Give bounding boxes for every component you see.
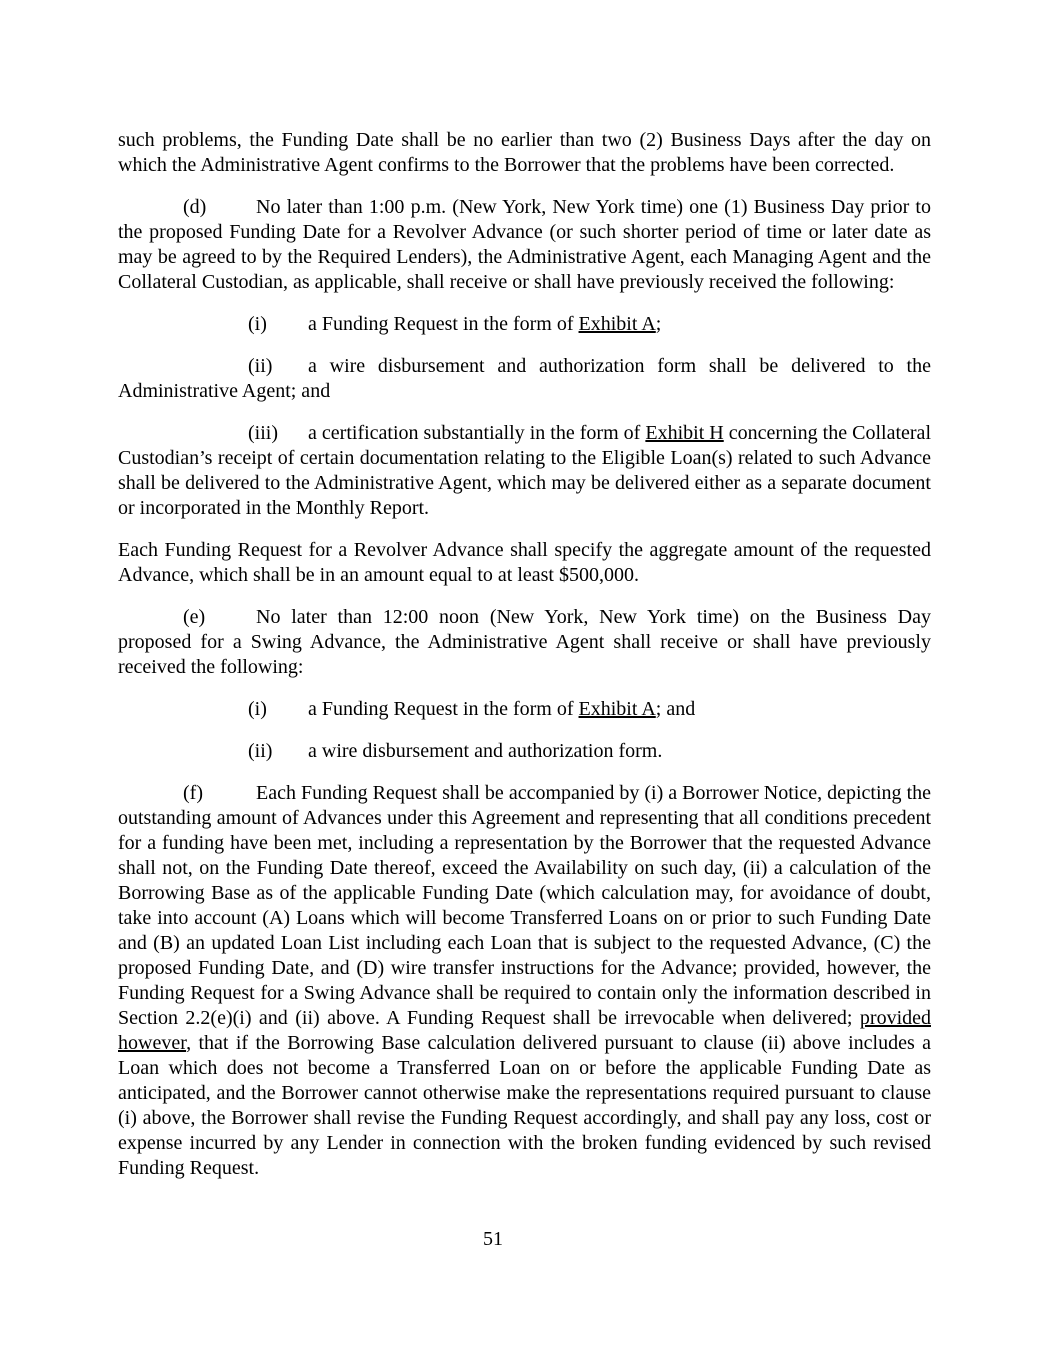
underlined-reference: however <box>118 1032 187 1054</box>
paragraph-marker: (i) <box>248 313 267 335</box>
underlined-reference: Exhibit A <box>578 698 656 720</box>
paragraph-marker: (d) <box>183 196 207 218</box>
text-segment: Each Funding Request for a Revolver Advance shall specify the aggregate amount of the requested Advance, which shall be in an amount equal to at least $500,000. <box>118 539 931 586</box>
text-segment: a Funding Request in the form of <box>308 698 579 720</box>
underlined-reference: Exhibit A <box>578 313 656 335</box>
paragraph-f <box>118 781 931 1181</box>
paragraph-e-i <box>118 697 931 722</box>
text-segment: No later than 12:00 noon (New York, New York time) on the Business Day proposed for a Swing Advance, the Administrative Agent shall receive or shall have previously received the following: <box>118 606 931 678</box>
document-body <box>118 128 931 1198</box>
paragraph-d-iii <box>118 421 931 521</box>
underlined-reference: Exhibit H <box>645 422 724 444</box>
text-segment: concerning the Collateral Custodian’s receipt of certain documentation relating to the Eligible Loan(s) related to such Advance shall be delivered to the Administrative Agent, which may be delivered either as a separate document or incorporated in the Monthly Report. <box>118 422 931 519</box>
text-segment: a Funding Request in the form of <box>308 313 579 335</box>
paragraph-marker: (i) <box>248 698 267 720</box>
text-segment: , that if the Borrowing Base calculation delivered pursuant to clause (ii) above includes a Loan which does not become a Transferred Loan on or before the applicable Funding Date as anticipated, and the Borrower cannot otherwise make the representations required pursuant to clause (i) above, the Borrower shall revise the Funding Request accordingly, and shall pay any loss, cost or expense incurred by any Lender in connection with the broken funding evidenced by such revised Funding Request. <box>118 1032 931 1179</box>
text-segment: a wire disbursement and authorization form. <box>308 740 663 762</box>
continuation-paragraph <box>118 128 931 178</box>
paragraph-d <box>118 195 931 295</box>
text-segment: such problems, the Funding Date shall be no earlier than two (2) Business Days after the day on which the Administrative Agent confirms to the Borrower that the problems have been corrected. <box>118 129 931 176</box>
text-segment: ; <box>655 313 662 335</box>
funding-request-amount-paragraph <box>118 538 931 588</box>
paragraph-marker: (iii) <box>248 422 278 444</box>
text-segment: a certification substantially in the form of <box>308 422 646 444</box>
paragraph-marker: (f) <box>183 782 203 804</box>
text-segment: a wire disbursement and authorization form shall be delivered to the Administrative Agent; and <box>118 355 931 402</box>
paragraph-marker: (ii) <box>248 355 273 377</box>
page-number: 51 <box>483 1228 503 1250</box>
paragraph-d-i <box>118 312 931 337</box>
text-segment: Each Funding Request shall be accompanied by (i) a Borrower Notice, depicting the outstanding amount of Advances under this Agreement and representing that all conditions precedent for a funding have been met, including a representation by the Borrower that the requested Advance shall not, on the Funding Date thereof, exceed the Availability on such day, (ii) a calculation of the Borrowing Base as of the applicable Funding Date (which calculation may, for avoidance of doubt, take into account (A) Loans which will become Transferred Loans on or prior to such Funding Date and (B) an updated Loan List including each Loan that is subject to the requested Advance, (C) the proposed Funding Date, and (D) wire transfer instructions for the Advance; provided, however, the Funding Request for a Swing Advance shall be required to contain only the information described in Section 2.2(e)(i) and (ii) above. A Funding Request shall be irrevocable when delivered; <box>118 782 931 1029</box>
paragraph-marker: (ii) <box>248 740 273 762</box>
underlined-reference: provided <box>859 1007 931 1029</box>
text-segment: No later than 1:00 p.m. (New York, New York time) one (1) Business Day prior to the proposed Funding Date for a Revolver Advance (or such shorter period of time or later date as may be agreed to by the Required Lenders), the Administrative Agent, each Managing Agent and the Collateral Custodian, as applicable, shall receive or shall have previously received the following: <box>118 196 931 293</box>
paragraph-d-ii <box>118 354 931 404</box>
paragraph-e <box>118 605 931 680</box>
paragraph-e-ii <box>118 739 931 764</box>
paragraph-marker: (e) <box>183 606 206 628</box>
text-segment: ; and <box>655 698 696 720</box>
